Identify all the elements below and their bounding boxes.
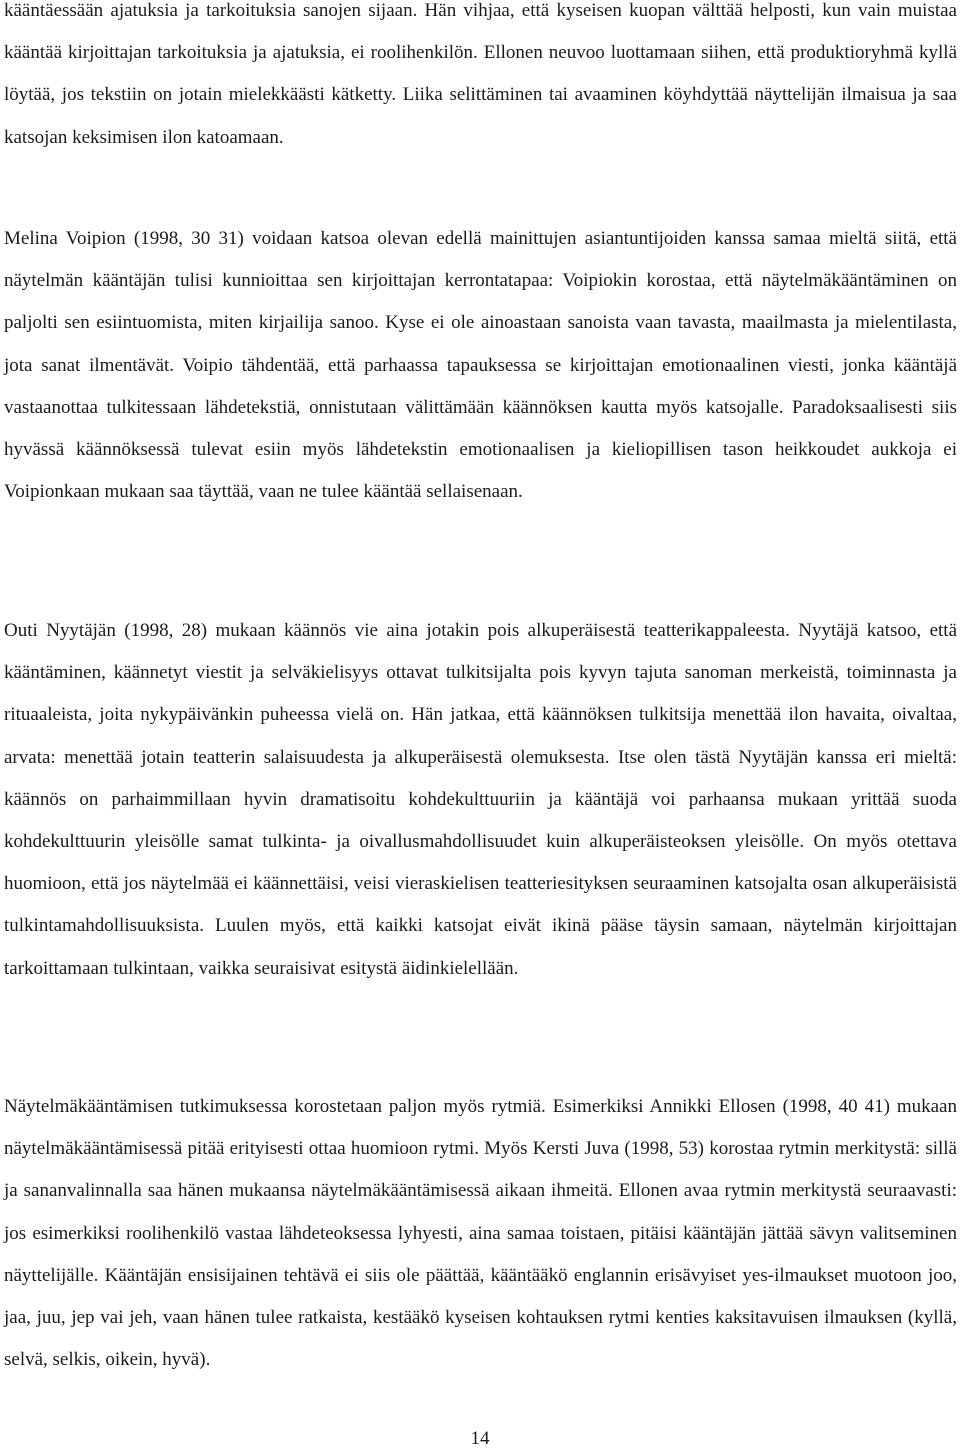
paragraph-4: Näytelmäkääntämisen tutkimuksessa korostetaan paljon myös rytmiä. Esimerkiksi Annikki Ellosen (1998, 40 41) mukaan näytelmäkääntämisessä pitää erityisesti ottaa huomioon rytmi. Myös Kersti Juva (1998, 53) korostaa rytmin merkitystä: sillä ja sananvalinnalla saa hänen mukaansa näytelmäkääntämisessä aikaan ihmeitä. Ellonen avaa rytmin merkitystä seuraavasti: jos esimerkiksi roolihenkilö vastaa lähdeteoksessa lyhyesti, aina samaa toistaen, pitäisi kääntäjän jättää sävyn valitseminen näyttelijälle. Kääntäjän ensisijainen tehtävä ei siis ole päättää, kääntääkö englannin erisävyiset yes-ilmaukset muotoon joo, jaa, juu, jep vai jeh, vaan hänen tulee ratkaista, kestääkö kyseisen kohtauksen rytmi kenties kaksitavuisen ilmauksen (kyllä, selvä, selkis, oikein, hyvä). <box>4 1096 957 1371</box>
paragraph-3: Outi Nyytäjän (1998, 28) mukaan käännös vie aina jotakin pois alkuperäisestä teatterikappaleesta. Nyytäjä katsoo, että kääntäminen, käännetyt viestit ja selväkielisyys ottavat tulkitsijalta pois kyvyn tajuta sanoman merkeistä, toiminnasta ja rituaaleista, joita nykypäivänkin puheessa vielä on. Hän jatkaa, että käännöksen tulkitsija menettää ilon havaita, oivaltaa, arvata: menettää jotain teatterin salaisuudesta ja alkuperäisestä olemuksesta. Itse olen tästä Nyytäjän kanssa eri mieltä: käännös on parhaimmillaan hyvin dramatisoitu kohdekulttuuriin ja kääntäjä voi parhaansa mukaan yrittää suoda kohdekulttuurin yleisölle samat tulkinta- ja oivallusmahdollisuudet kuin alkuperäisteoksen yleisölle. On myös otettava huomioon, että jos näytelmää ei käännettäisi, veisi vieraskielisen teatteriesityksen seuraaminen katsojalta osan alkuperäisistä tulkintamahdollisuuksista. Luulen myös, että kaikki katsojat eivät ikinä pääse täysin samaan, näytelmän kirjoittajan tarkoittamaan tulkintaan, vaikka seuraisivat esitystä äidinkielellään. <box>4 620 957 979</box>
paragraph-1: kääntäessään ajatuksia ja tarkoituksia sanojen sijaan. Hän vihjaa, että kyseisen kuopan välttää helposti, kun vain muistaa kääntää kirjoittajan tarkoituksia ja ajatuksia, ei roolihenkilön. Ellonen neuvoo luottamaan siihen, että produktioryhmä kyllä löytää, jos tekstiin on jotain mielekkäästi kätketty. Liika selittäminen tai avaaminen köyhdyttää näyttelijän ilmaisua ja saa katsojan keksimisen ilon katoamaan. <box>4 0 957 148</box>
paragraph-2: Melina Voipion (1998, 30 31) voidaan katsoa olevan edellä mainittujen asiantuntijoiden kanssa samaa mieltä siitä, että näytelmän kääntäjän tulisi kunnioittaa sen kirjoittajan kerrontatapaa: Voipiokin korostaa, että näytelmäkääntäminen on paljolti sen esiintuomista, miten kirjailija sanoo. Kyse ei ole ainoastaan sanoista vaan tavasta, maailmasta ja mielentilasta, jota sanat ilmentävät. Voipio tähdentää, että parhaassa tapauksessa se kirjoittajan emotionaalinen viesti, jonka kääntäjä vastaanottaa tulkitessaan lähdetekstiä, onnistutaan välittämään käännöksen kautta myös katsojalle. Paradoksaalisesti siis hyvässä käännöksessä tulevat esiin myös lähdetekstin emotionaalisen ja kieliopillisen tason heikkoudet aukkoja ei Voipionkaan mukaan saa täyttää, vaan ne tulee kääntää sellaisenaan. <box>4 228 957 503</box>
page-number: 14 <box>470 1428 490 1449</box>
